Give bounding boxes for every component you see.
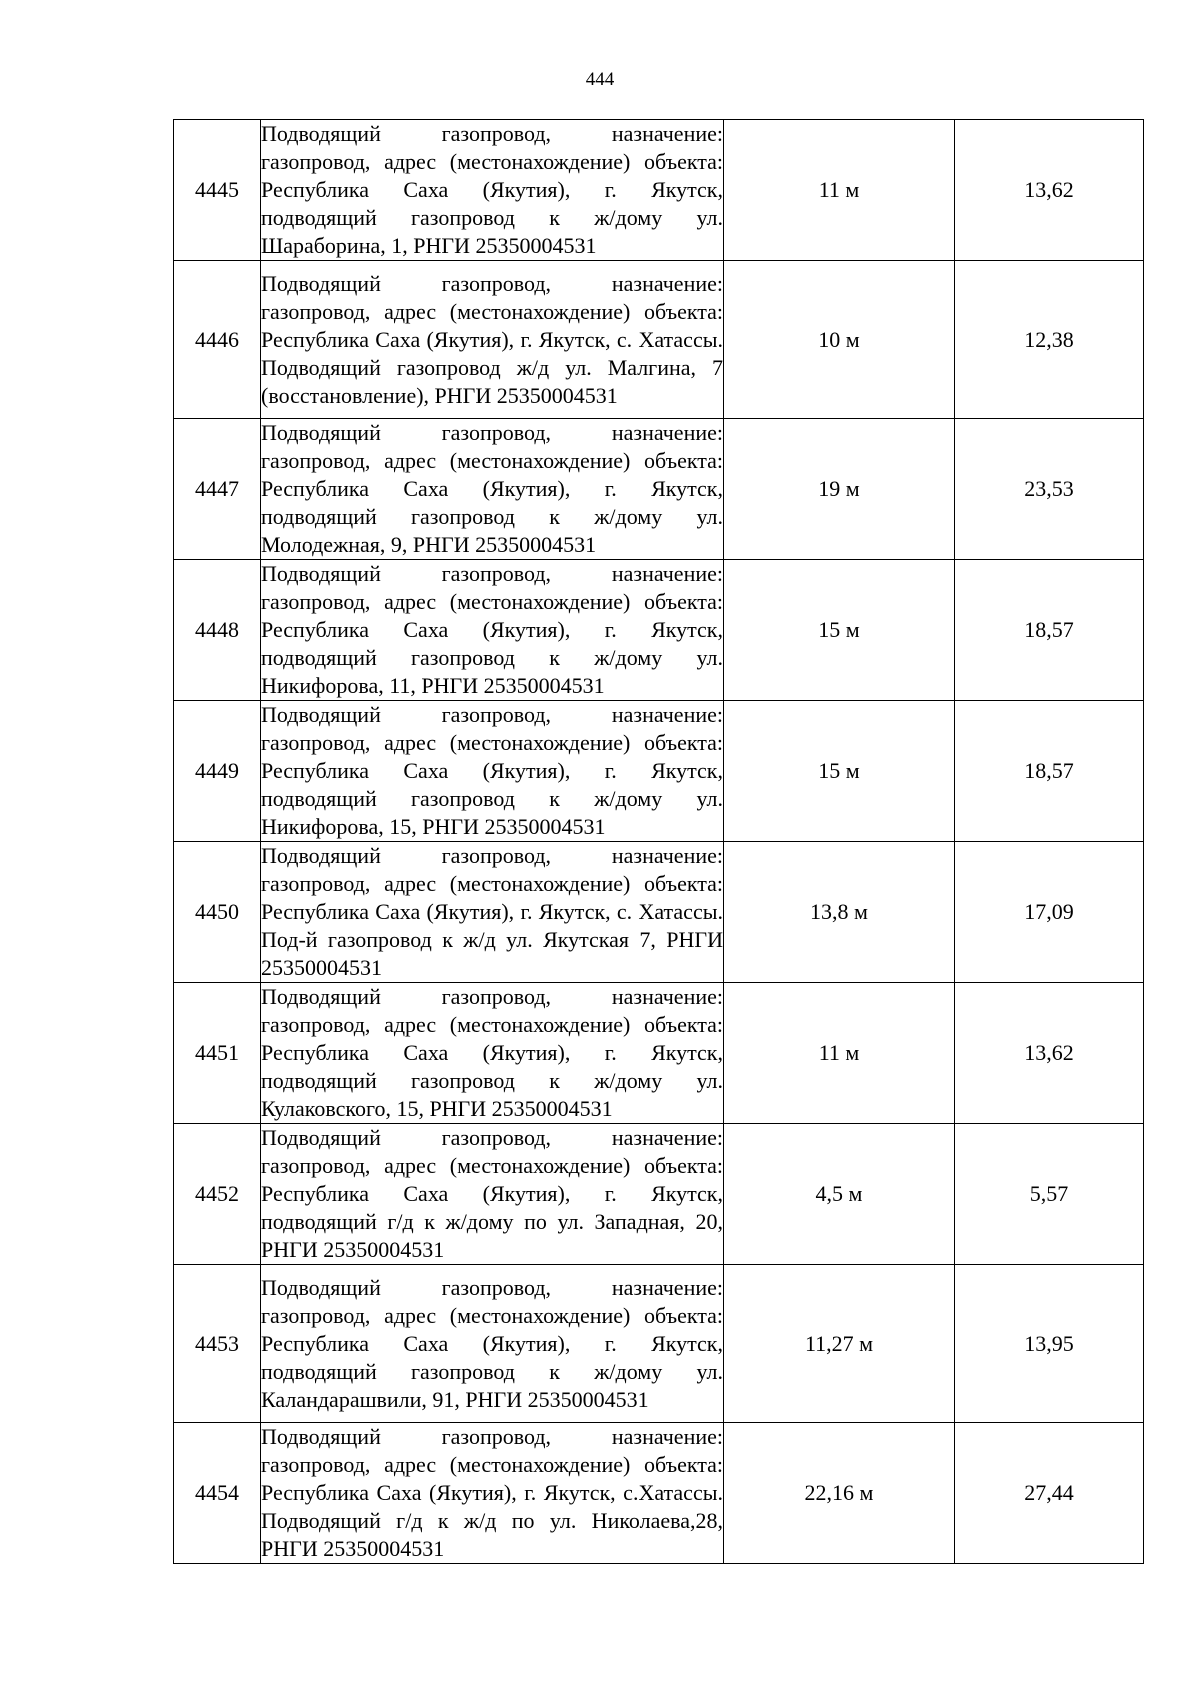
row-length: 4,5 м — [724, 1124, 955, 1265]
row-length: 15 м — [724, 560, 955, 701]
row-value: 13,95 — [955, 1265, 1144, 1423]
row-length: 11 м — [724, 983, 955, 1124]
row-value: 5,57 — [955, 1124, 1144, 1265]
row-value: 27,44 — [955, 1423, 1144, 1564]
row-length: 10 м — [724, 261, 955, 419]
row-description: Подводящий газопровод, назначение: газопровод, адрес (местонахождение) объекта: Республика Саха (Якутия), г. Якутск, подводящий газопровод к ж/дому ул. Шараборина, 1, РНГИ 25350004531 — [261, 120, 724, 261]
row-number: 4454 — [174, 1423, 261, 1564]
table-row — [174, 1265, 1144, 1423]
table-row — [174, 261, 1144, 419]
row-number: 4453 — [174, 1265, 261, 1423]
row-number: 4452 — [174, 1124, 261, 1265]
row-number: 4449 — [174, 701, 261, 842]
row-description: Подводящий газопровод, назначение: газопровод, адрес (местонахождение) объекта: Республика Саха (Якутия), г. Якутск, с. Хатассы. Под-й газопровод к ж/д ул. Якутская 7, РНГИ 25350004531 — [261, 842, 724, 983]
row-value: 18,57 — [955, 701, 1144, 842]
table-row — [174, 842, 1144, 983]
row-length: 11,27 м — [724, 1265, 955, 1423]
table-row — [174, 701, 1144, 842]
row-description: Подводящий газопровод, назначение: газопровод, адрес (местонахождение) объекта: Республика Саха (Якутия), г. Якутск, подводящий газопровод к ж/дому ул. Молодежная, 9, РНГИ 25350004531 — [261, 419, 724, 560]
row-length: 13,8 м — [724, 842, 955, 983]
registry-table — [173, 119, 1144, 1564]
row-value: 13,62 — [955, 983, 1144, 1124]
row-description: Подводящий газопровод, назначение: газопровод, адрес (местонахождение) объекта: Республика Саха (Якутия), г. Якутск, подводящий газопровод к ж/дому ул. Никифорова, 11, РНГИ 25350004531 — [261, 560, 724, 701]
table-row — [174, 983, 1144, 1124]
row-length: 11 м — [724, 120, 955, 261]
table-row — [174, 120, 1144, 261]
row-length: 22,16 м — [724, 1423, 955, 1564]
page-number: 444 — [585, 69, 615, 90]
row-description: Подводящий газопровод, назначение: газопровод, адрес (местонахождение) объекта: Республика Саха (Якутия), г. Якутск, подводящий газопровод к ж/дому ул. Каландарашвили, 91, РНГИ 25350004531 — [261, 1265, 724, 1423]
row-value: 18,57 — [955, 560, 1144, 701]
row-length: 15 м — [724, 701, 955, 842]
row-value: 23,53 — [955, 419, 1144, 560]
registry-table-body — [174, 120, 1144, 1564]
row-length: 19 м — [724, 419, 955, 560]
row-number: 4450 — [174, 842, 261, 983]
table-row — [174, 419, 1144, 560]
row-value: 12,38 — [955, 261, 1144, 419]
row-description: Подводящий газопровод, назначение: газопровод, адрес (местонахождение) объекта: Республика Саха (Якутия), г. Якутск, подводящий газопровод к ж/дому ул. Никифорова, 15, РНГИ 25350004531 — [261, 701, 724, 842]
row-number: 4448 — [174, 560, 261, 701]
row-description: Подводящий газопровод, назначение: газопровод, адрес (местонахождение) объекта: Республика Саха (Якутия), г. Якутск, с. Хатассы. Подводящий газопровод ж/д ул. Малгина, 7 (восстановление), РНГИ 25350004531 — [261, 261, 724, 419]
row-description: Подводящий газопровод, назначение: газопровод, адрес (местонахождение) объекта: Республика Саха (Якутия), г. Якутск, с.Хатассы. Подводящий г/д к ж/д по ул. Николаева,28, РНГИ 25350004531 — [261, 1423, 724, 1564]
table-row — [174, 560, 1144, 701]
row-number: 4451 — [174, 983, 261, 1124]
row-number: 4445 — [174, 120, 261, 261]
row-value: 17,09 — [955, 842, 1144, 983]
row-description: Подводящий газопровод, назначение: газопровод, адрес (местонахождение) объекта: Республика Саха (Якутия), г. Якутск, подводящий газопровод к ж/дому ул. Кулаковского, 15, РНГИ 25350004531 — [261, 983, 724, 1124]
table-row — [174, 1124, 1144, 1265]
row-number: 4447 — [174, 419, 261, 560]
row-value: 13,62 — [955, 120, 1144, 261]
row-description: Подводящий газопровод, назначение: газопровод, адрес (местонахождение) объекта: Республика Саха (Якутия), г. Якутск, подводящий г/д к ж/дому по ул. Западная, 20, РНГИ 25350004531 — [261, 1124, 724, 1265]
row-number: 4446 — [174, 261, 261, 419]
table-row — [174, 1423, 1144, 1564]
